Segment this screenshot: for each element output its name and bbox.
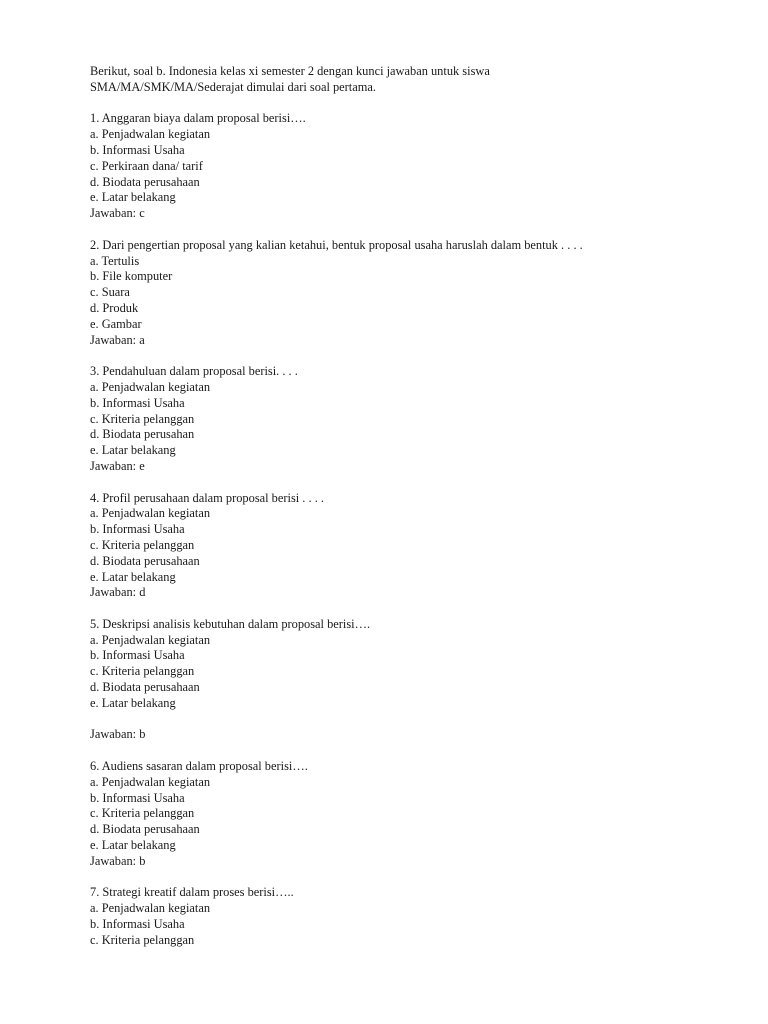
option-a: a. Tertulis	[90, 253, 140, 268]
option-c: c. Kriteria pelanggan	[90, 411, 195, 426]
option-b: b. Informasi Usaha	[90, 648, 185, 663]
option-b: b. File komputer	[90, 269, 173, 284]
answer-key: Jawaban: d	[90, 585, 146, 600]
option-c: c. Kriteria pelanggan	[90, 806, 195, 821]
option-c: c. Suara	[90, 285, 130, 300]
option-a: a. Penjadwalan kegiatan	[90, 901, 211, 916]
question-5	[90, 617, 730, 743]
option-c: c. Kriteria pelanggan	[90, 664, 195, 679]
option-a: a. Penjadwalan kegiatan	[90, 774, 211, 789]
option-c: c. Perkiraan dana/ tarif	[90, 158, 203, 173]
question-text: 2. Dari pengertian proposal yang kalian ketahui, bentuk proposal usaha haruslah dalam bentuk . . . .	[90, 237, 583, 252]
answer-key: Jawaban: b	[90, 727, 146, 742]
blank-line	[90, 712, 730, 728]
option-d: d. Biodata perusahan	[90, 427, 195, 442]
option-a: a. Penjadwalan kegiatan	[90, 632, 211, 647]
option-d: d. Biodata perusahaan	[90, 553, 200, 568]
option-e: e. Latar belakang	[90, 443, 176, 458]
question-2	[90, 238, 730, 349]
answer-key: Jawaban: a	[90, 332, 145, 347]
option-c: c. Kriteria pelanggan	[90, 537, 195, 552]
intro-line-2: SMA/MA/SMK/MA/Sederajat dimulai dari soal pertama.	[90, 79, 376, 94]
option-a: a. Penjadwalan kegiatan	[90, 379, 211, 394]
option-b: b. Informasi Usaha	[90, 522, 185, 537]
option-e: e. Latar belakang	[90, 569, 176, 584]
intro-line-1: Berikut, soal b. Indonesia kelas xi semester 2 dengan kunci jawaban untuk siswa	[90, 64, 490, 78]
question-text: 6. Audiens sasaran dalam proposal berisi….	[90, 759, 308, 774]
question-text: 1. Anggaran biaya dalam proposal berisi….	[90, 111, 306, 126]
question-6	[90, 759, 730, 870]
option-a: a. Penjadwalan kegiatan	[90, 506, 211, 521]
question-1	[90, 111, 730, 222]
option-e: e. Gambar	[90, 316, 142, 331]
question-7	[90, 885, 730, 948]
option-e: e. Latar belakang	[90, 838, 176, 853]
option-c: c. Kriteria pelanggan	[90, 932, 195, 947]
option-a: a. Penjadwalan kegiatan	[90, 127, 211, 142]
answer-key: Jawaban: b	[90, 853, 146, 868]
question-text: 3. Pendahuluan dalam proposal berisi. . . .	[90, 364, 298, 379]
question-4	[90, 491, 730, 602]
question-text: 7. Strategi kreatif dalam proses berisi…..	[90, 885, 294, 900]
answer-key: Jawaban: c	[90, 206, 145, 221]
option-e: e. Latar belakang	[90, 695, 176, 710]
option-d: d. Biodata perusahaan	[90, 822, 200, 837]
option-e: e. Latar belakang	[90, 190, 176, 205]
option-b: b. Informasi Usaha	[90, 142, 185, 157]
option-d: d. Biodata perusahaan	[90, 680, 200, 695]
option-d: d. Produk	[90, 300, 139, 315]
intro-paragraph	[90, 64, 730, 96]
question-text: 4. Profil perusahaan dalam proposal berisi . . . .	[90, 490, 324, 505]
option-b: b. Informasi Usaha	[90, 917, 185, 932]
question-text: 5. Deskripsi analisis kebutuhan dalam proposal berisi….	[90, 616, 371, 631]
option-d: d. Biodata perusahaan	[90, 174, 200, 189]
option-b: b. Informasi Usaha	[90, 395, 185, 410]
document-body	[90, 64, 730, 964]
question-3	[90, 364, 730, 475]
option-b: b. Informasi Usaha	[90, 790, 185, 805]
answer-key: Jawaban: e	[90, 458, 145, 473]
